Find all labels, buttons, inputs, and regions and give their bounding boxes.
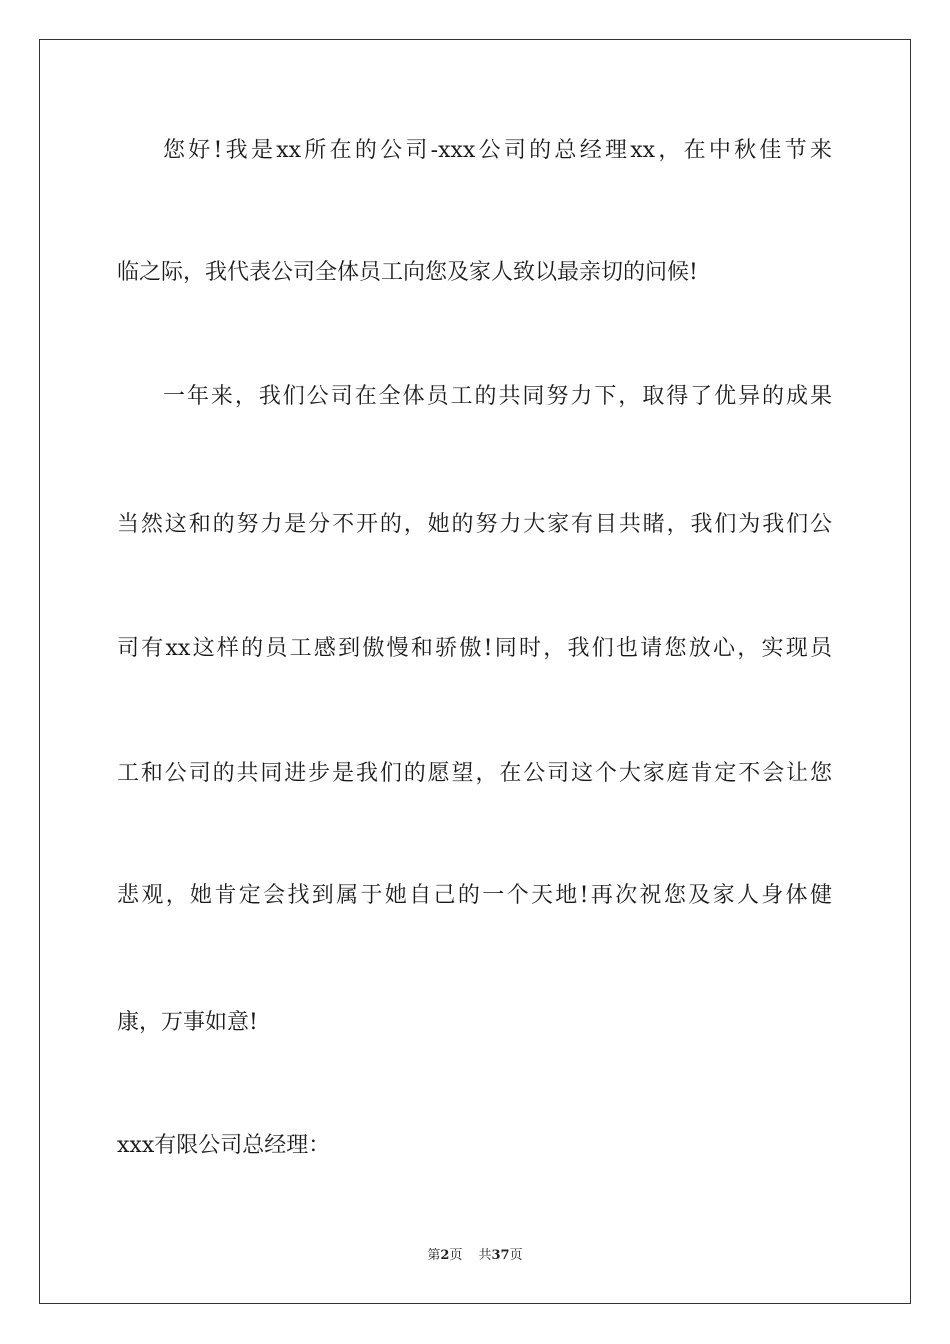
body-line-4: 当然这和的努力是分不开的，她的努力大家有目共睹，我们为我们公 <box>117 512 832 537</box>
body-line-6: 工和公司的共同进步是我们的愿望，在公司这个大家庭肯定不会让您 <box>117 761 832 786</box>
page-footer <box>0 1247 950 1265</box>
page-prefix: 第 <box>427 1248 441 1263</box>
body-line-5: 司有xx这样的员工感到傲慢和骄傲!同时，我们也请您放心，实现员 <box>117 636 832 661</box>
total-prefix: 共 <box>478 1248 492 1263</box>
body-line-7: 悲观，她肯定会找到属于她自己的一个天地!再次祝您及家人身体健 <box>117 883 832 908</box>
total-suffix: 页 <box>509 1248 523 1263</box>
page-frame <box>39 39 911 1304</box>
signature-line: xxx有限公司总经理： <box>117 1133 331 1158</box>
page-suffix: 页 <box>449 1248 463 1263</box>
total-pages: 37 <box>491 1248 510 1263</box>
body-line-2: 临之际，我代表公司全体员工向您及家人致以最亲切的问候! <box>117 260 698 285</box>
body-line-3: 一年来，我们公司在全体员工的共同努力下，取得了优异的成果 <box>163 384 832 409</box>
page-number: 2 <box>440 1248 450 1263</box>
body-line-1: 您好!我是xx所在的公司-xxx公司的总经理xx，在中秋佳节来 <box>163 138 832 163</box>
body-line-8: 康，万事如意! <box>117 1010 258 1035</box>
